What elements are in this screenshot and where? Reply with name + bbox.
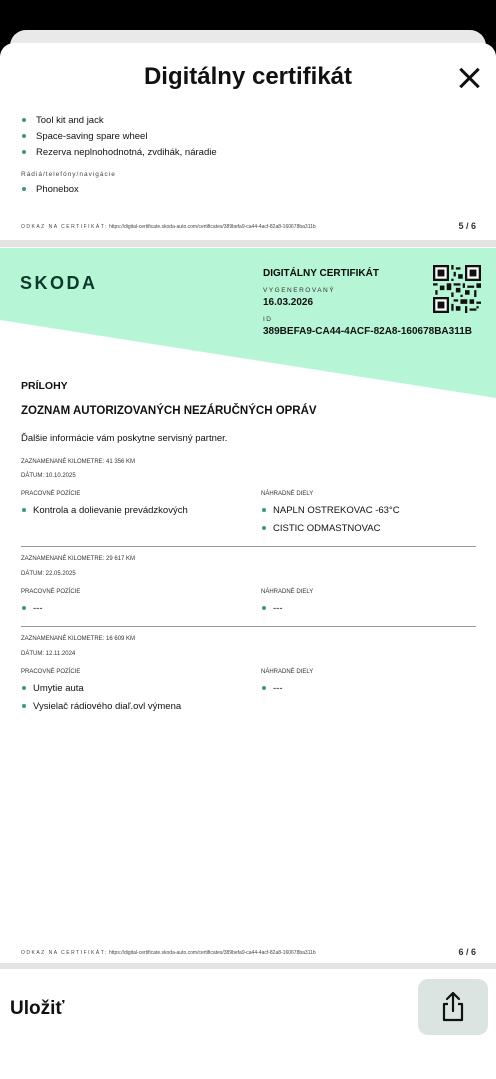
page-divider bbox=[0, 240, 496, 247]
part-item-text: --- bbox=[273, 683, 283, 694]
part-item-text: NAPLN OSTREKOVAC -63°C bbox=[273, 505, 400, 516]
record-divider bbox=[21, 626, 476, 627]
bullet-icon bbox=[22, 134, 26, 138]
certificate-link[interactable]: https://digital-certificate.skoda-auto.com/certificates/389befa9-ca44-4acf-82a8-160678ba311b bbox=[108, 950, 316, 956]
certificate-sheet bbox=[0, 43, 496, 1079]
qr-code-icon bbox=[433, 265, 481, 313]
bullet-icon bbox=[22, 508, 26, 512]
work-item bbox=[22, 505, 188, 516]
list-item bbox=[22, 147, 217, 158]
sheet-title: Digitálny certifikát bbox=[143, 63, 353, 90]
share-button[interactable] bbox=[418, 979, 488, 1035]
part-item bbox=[262, 603, 283, 614]
list-item-text: Rezerva neplnohodnotná, zvdihák, náradie bbox=[36, 147, 217, 158]
attachments-heading: PRÍLOHY bbox=[21, 380, 68, 392]
page-number: 6 / 6 bbox=[458, 947, 476, 957]
certificate-link[interactable]: https://digital-certificate.skoda-auto.com/certificates/389befa9-ca44-4acf-82a8-160678ba311b bbox=[108, 224, 316, 230]
share-icon bbox=[418, 979, 488, 1035]
record-km: ZAZNAMENANÉ KILOMETRE: 41 356 KM bbox=[21, 459, 136, 465]
generated-label: VYGENEROVANÝ bbox=[263, 287, 336, 294]
work-item-text: Kontrola a dolievanie prevádzkových bbox=[33, 505, 188, 516]
record-km: ZAZNAMENANÉ KILOMETRE: 29 617 KM bbox=[21, 556, 136, 562]
record-divider bbox=[21, 546, 476, 547]
list-item bbox=[22, 115, 104, 126]
work-label: PRACOVNÉ POZÍCIE bbox=[21, 669, 81, 675]
bullet-icon bbox=[262, 606, 266, 610]
header-background bbox=[0, 248, 496, 398]
bullet-icon bbox=[22, 606, 26, 610]
bottom-divider bbox=[0, 963, 496, 969]
bullet-icon bbox=[262, 686, 266, 690]
footer-label: ODKAZ NA CERTIFIKÁT: bbox=[21, 224, 108, 230]
save-label[interactable]: Uložiť bbox=[10, 998, 65, 1019]
repairs-list-heading: ZOZNAM AUTORIZOVANÝCH NEZÁRUČNÝCH OPRÁV bbox=[21, 405, 317, 417]
bullet-icon bbox=[22, 187, 26, 191]
bullet-icon bbox=[22, 150, 26, 154]
part-item bbox=[262, 523, 381, 534]
parts-label: NÁHRADNÉ DIELY bbox=[261, 589, 314, 595]
bullet-icon bbox=[22, 118, 26, 122]
parts-label: NÁHRADNÉ DIELY bbox=[261, 491, 314, 497]
record-date: DÁTUM: 12.11.2024 bbox=[21, 651, 76, 657]
page-footer bbox=[21, 221, 476, 231]
work-item-text: --- bbox=[33, 603, 43, 614]
certificate-page-6 bbox=[0, 248, 496, 958]
list-item bbox=[22, 184, 79, 195]
close-icon[interactable] bbox=[456, 65, 482, 91]
part-item-text: CISTIC ODMASTNOVAC bbox=[273, 523, 381, 534]
page-footer bbox=[21, 947, 476, 957]
bullet-icon bbox=[22, 686, 26, 690]
certificate-title: DIGITÁLNY CERTIFIKÁT bbox=[263, 268, 379, 279]
skoda-logo: SKODA bbox=[20, 273, 98, 293]
certificate-id: 389BEFA9-CA44-4ACF-82A8-160678BA311B bbox=[263, 326, 472, 337]
record-date: DÁTUM: 22.05.2025 bbox=[21, 571, 76, 577]
list-item bbox=[22, 131, 147, 142]
list-item-text: Tool kit and jack bbox=[36, 115, 104, 126]
part-item-text: --- bbox=[273, 603, 283, 614]
work-label: PRACOVNÉ POZÍCIE bbox=[21, 491, 81, 497]
page-number: 5 / 6 bbox=[458, 221, 476, 231]
bullet-icon bbox=[262, 526, 266, 530]
bullet-icon bbox=[22, 704, 26, 708]
work-item bbox=[22, 701, 181, 712]
category-label: Rádiá/telefóny/navigácie bbox=[21, 171, 116, 178]
list-item-text: Phonebox bbox=[36, 184, 79, 195]
work-item-text: Umytie auta bbox=[33, 683, 84, 694]
info-text: Ďalšie informácie vám poskytne servisný partner. bbox=[21, 433, 228, 444]
id-label: ID bbox=[263, 316, 273, 323]
list-item-text: Space-saving spare wheel bbox=[36, 131, 148, 142]
work-item-text: Vysielač rádiového diaľ.ovl výmena bbox=[33, 701, 182, 712]
certificate-page-5 bbox=[0, 111, 496, 239]
generated-date: 16.03.2026 bbox=[263, 297, 314, 308]
parts-label: NÁHRADNÉ DIELY bbox=[261, 669, 314, 675]
part-item bbox=[262, 505, 400, 516]
record-date: DÁTUM: 10.10.2025 bbox=[21, 473, 76, 479]
work-item bbox=[22, 683, 84, 694]
bullet-icon bbox=[262, 508, 266, 512]
work-label: PRACOVNÉ POZÍCIE bbox=[21, 589, 81, 595]
work-item bbox=[22, 603, 43, 614]
record-km: ZAZNAMENANÉ KILOMETRE: 16 609 KM bbox=[21, 636, 136, 642]
footer-label: ODKAZ NA CERTIFIKÁT: bbox=[21, 950, 108, 956]
part-item bbox=[262, 683, 283, 694]
sheet-header bbox=[0, 43, 496, 111]
